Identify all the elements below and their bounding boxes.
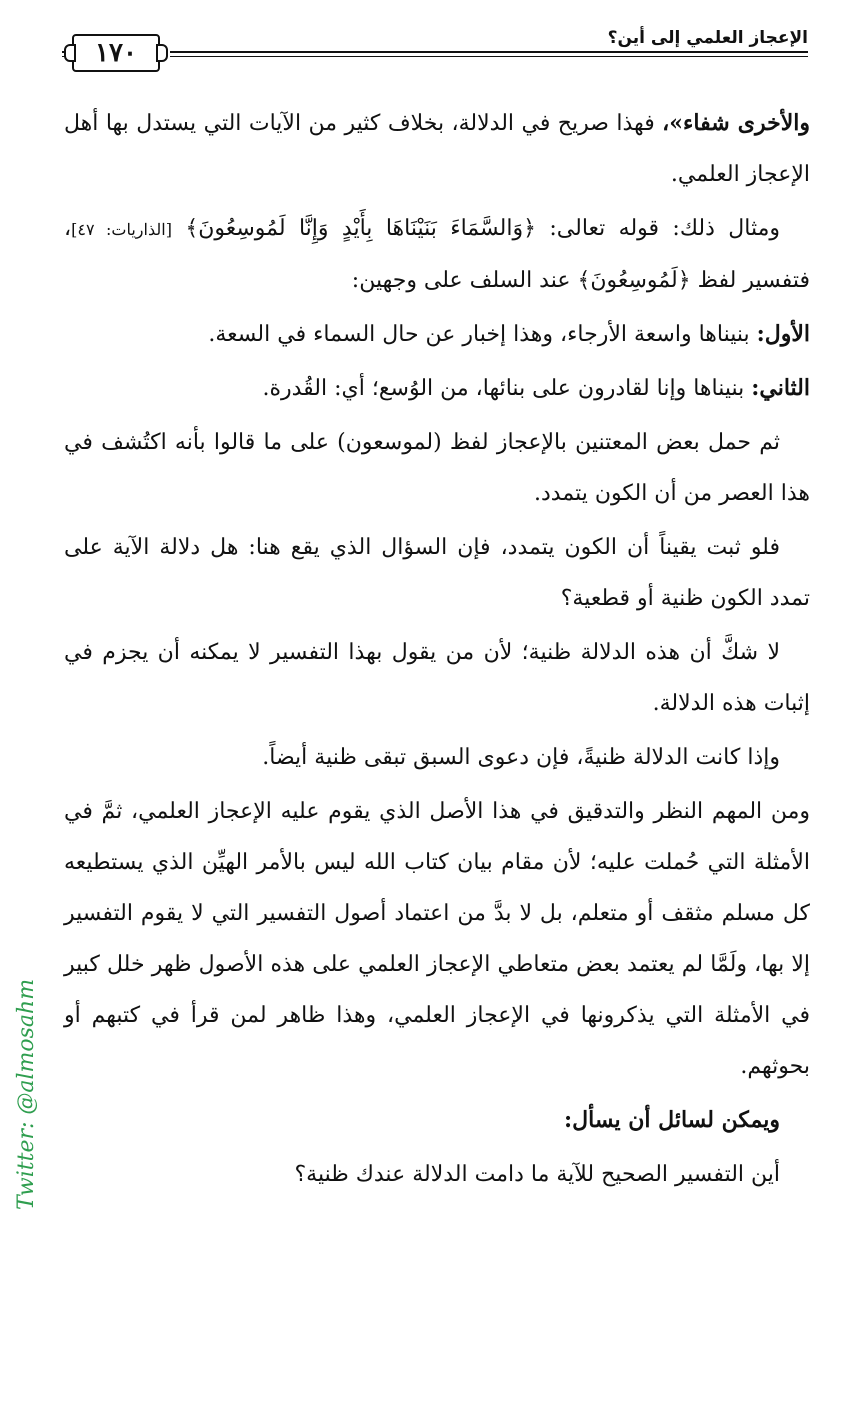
paragraph — [64, 732, 810, 783]
page-number: ١٧٠ — [72, 34, 160, 72]
twitter-watermark: Twitter: @almosahm — [14, 978, 39, 1210]
paragraph-text: وإذا كانت الدلالة ظنيةً، فإن دعوى السبق تبقى ظنية أيضاً. — [262, 745, 780, 770]
paragraph-text: فلو ثبت يقيناً أن الكون يتمدد، فإن السؤال الذي يقع هنا: هل دلالة الآية على تمدد الكون ظنية أو قطعية؟ — [64, 535, 810, 611]
bold-lead: الأول: — [756, 321, 810, 347]
paragraph — [64, 309, 810, 360]
paragraph-text: فهذا صريح في الدلالة، بخلاف كثير من الآيات التي يستدل بها أهل الإعجاز العلمي. — [64, 111, 810, 187]
paragraph-text: لا شكَّ أن هذه الدلالة ظنية؛ لأن من يقول بهذا التفسير لا يمكنه أن يجزم في إثبات هذه الدلالة. — [64, 640, 810, 716]
paragraph — [64, 1095, 810, 1146]
paragraph — [64, 627, 810, 729]
bold-lead: والأخرى شفاء»، — [662, 110, 810, 136]
paragraph-text: ومن المهم النظر والتدقيق في هذا الأصل الذي يقوم عليه الإعجاز العلمي، ثمَّ في الأمثلة التي حُملت عليه؛ لأن مقام بيان كتاب الله ليس بالأمر الهيِّن الذي يستطيعه كل مسلم مثقف أو متعلم، بل لا بدَّ من اعتماد أصول التفسير التي لا يقوم التفسير إلا بها، ولَمَّا لم يعتمد بعض متعاطي الإعجاز العلمي على هذه الأصول ظهر خلل كبير في الأمثلة التي يذكرونها في الإعجاز العلمي، وهذا ظاهر لمن قرأ في كتبهم أو بحوثهم. — [64, 799, 810, 1079]
paragraph-text: بنيناها وإنا لقادرون على بنائها، من الوُسع؛ أي: القُدرة. — [262, 376, 752, 401]
bold-lead: الثاني: — [751, 375, 810, 401]
paragraph-text: أين التفسير الصحيح للآية ما دامت الدلالة عندك ظنية؟ — [294, 1162, 780, 1187]
paragraph — [64, 522, 810, 624]
paragraph — [64, 98, 810, 200]
paragraph — [64, 363, 810, 414]
bold-lead: ويمكن لسائل أن يسأل: — [564, 1107, 780, 1133]
paragraph — [64, 786, 810, 1092]
header-rule-thin — [170, 56, 808, 57]
paragraph — [64, 203, 810, 306]
paragraph-text-cont: ، فتفسير لفظ ﴿لَمُوسِعُونَ﴾ عند السلف على وجهين: — [64, 216, 810, 293]
paragraph — [64, 1149, 810, 1200]
page-body — [64, 98, 810, 1203]
watermark-container — [14, 978, 40, 1420]
running-title: الإعجاز العلمي إلى أين؟ — [607, 28, 808, 48]
paragraph-text: ثم حمل بعض المعتنين بالإعجاز لفظ (لموسعون) على ما قالوا بأنه اكتُشف في هذا العصر من أن الكون يتمدد. — [64, 430, 810, 506]
page-header — [62, 22, 808, 78]
verse-reference: [الذاريات: ٤٧] — [71, 220, 172, 239]
paragraph — [64, 417, 810, 519]
paragraph-text: بنيناها واسعة الأرجاء، وهذا إخبار عن حال السماء في السعة. — [208, 322, 757, 347]
paragraph-text: ومثال ذلك: قوله تعالى: ﴿وَالسَّمَاءَ بَنَيْنَاهَا بِأَيْدٍ وَإِنَّا لَمُوسِعُونَ﴾ — [185, 216, 780, 241]
header-rule — [170, 51, 808, 53]
